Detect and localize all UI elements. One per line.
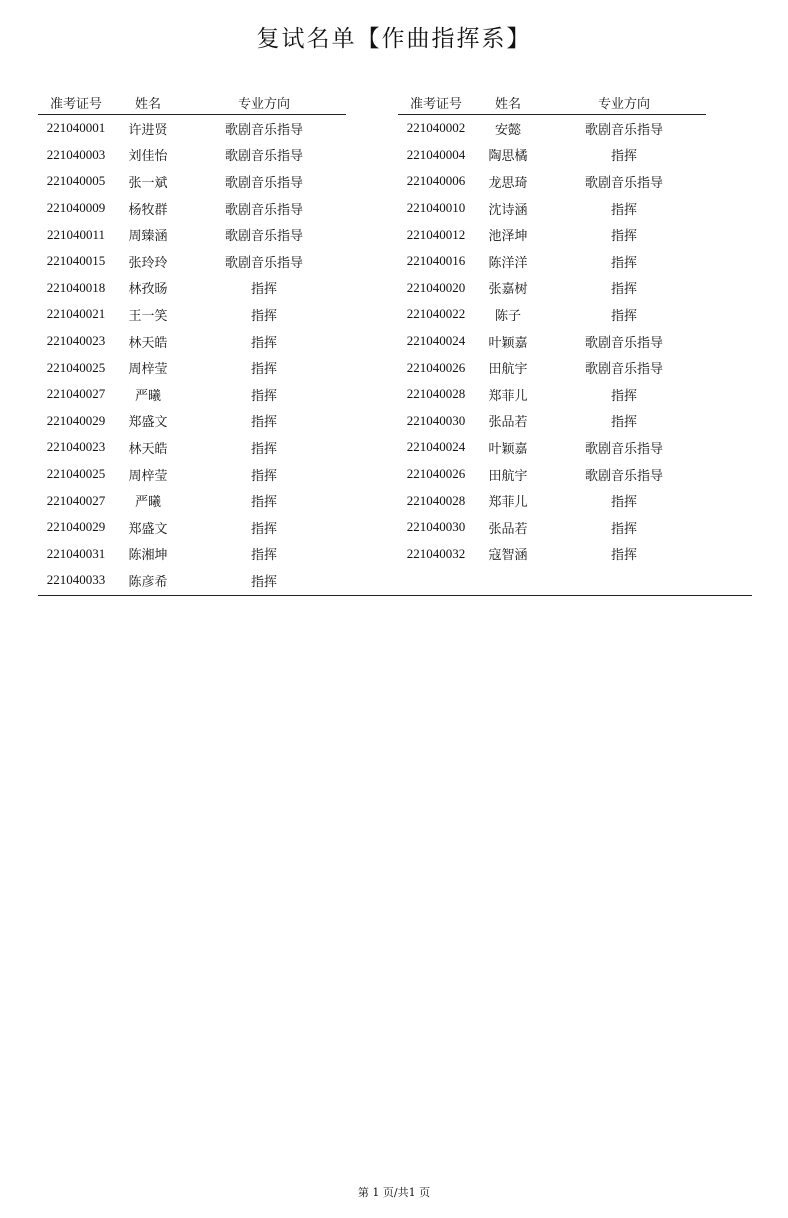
table-row xyxy=(398,408,706,435)
direction-cell: 歌剧音乐指导 xyxy=(584,122,663,138)
exam-number-cell: 221040009 xyxy=(46,200,106,216)
table-row xyxy=(38,514,346,541)
header-name: 姓名 xyxy=(134,96,161,112)
table-row xyxy=(398,168,706,195)
table-row xyxy=(38,408,346,435)
name-cell: 陶思橘 xyxy=(488,149,528,165)
table-row xyxy=(398,541,706,568)
direction-cell: 指挥 xyxy=(610,229,637,245)
direction-cell: 指挥 xyxy=(610,495,637,511)
name-cell: 沈诗涵 xyxy=(488,202,528,218)
name-cell: 安懿 xyxy=(494,122,521,138)
roster-table-left xyxy=(38,90,346,594)
table-row xyxy=(398,328,706,355)
table-header xyxy=(38,90,346,115)
name-cell: 张玲玲 xyxy=(128,255,168,271)
direction-cell: 指挥 xyxy=(250,282,277,298)
name-cell: 池泽坤 xyxy=(488,229,528,245)
name-cell: 陈洋洋 xyxy=(488,255,528,271)
table-row xyxy=(398,461,706,488)
direction-cell: 歌剧音乐指导 xyxy=(584,441,663,457)
exam-number-cell: 221040021 xyxy=(46,306,106,322)
exam-number-cell: 221040010 xyxy=(406,200,466,216)
table-row xyxy=(398,487,706,514)
name-cell: 陈彦希 xyxy=(128,574,168,590)
exam-number-cell: 221040032 xyxy=(406,545,466,561)
table-row xyxy=(38,275,346,302)
name-cell: 叶颖嘉 xyxy=(488,335,528,351)
table-row xyxy=(38,434,346,461)
name-cell: 周梓莹 xyxy=(128,362,168,378)
direction-cell: 歌剧音乐指导 xyxy=(224,122,303,138)
name-cell: 严曦 xyxy=(134,495,161,511)
name-cell: 陈子 xyxy=(494,308,521,324)
direction-cell: 歌剧音乐指导 xyxy=(224,149,303,165)
direction-cell: 指挥 xyxy=(250,521,277,537)
direction-cell: 歌剧音乐指导 xyxy=(224,255,303,271)
name-cell: 田航宇 xyxy=(488,468,528,484)
table-row xyxy=(398,514,706,541)
table-row xyxy=(38,195,346,222)
direction-cell: 歌剧音乐指导 xyxy=(584,335,663,351)
exam-number-cell: 221040004 xyxy=(406,146,466,162)
table-row xyxy=(38,567,346,594)
table-row xyxy=(398,248,706,275)
name-cell: 许进贤 xyxy=(128,122,168,138)
direction-cell: 指挥 xyxy=(610,388,637,404)
name-cell: 林天皓 xyxy=(128,335,168,351)
name-cell: 郑盛文 xyxy=(128,415,168,431)
exam-number-cell: 221040018 xyxy=(46,279,106,295)
exam-number-cell: 221040023 xyxy=(46,439,106,455)
name-cell: 龙思琦 xyxy=(488,175,528,191)
direction-cell: 指挥 xyxy=(610,255,637,271)
exam-number-cell: 221040003 xyxy=(46,146,106,162)
direction-cell: 歌剧音乐指导 xyxy=(224,175,303,191)
table-row xyxy=(398,354,706,381)
exam-number-cell: 221040027 xyxy=(46,492,106,508)
table-row xyxy=(398,301,706,328)
table-row xyxy=(38,248,346,275)
exam-number-cell: 221040002 xyxy=(406,120,466,136)
exam-number-cell: 221040005 xyxy=(46,173,106,189)
table-row xyxy=(38,115,346,142)
name-cell: 林孜旸 xyxy=(128,282,168,298)
table-bottom-rule xyxy=(38,595,752,596)
direction-cell: 歌剧音乐指导 xyxy=(584,468,663,484)
name-cell: 郑盛文 xyxy=(128,521,168,537)
exam-number-cell: 221040026 xyxy=(406,466,466,482)
table-row xyxy=(398,434,706,461)
direction-cell: 指挥 xyxy=(250,468,277,484)
table-row xyxy=(398,142,706,169)
page-footer: 第 1 页/共1 页 xyxy=(357,1186,431,1199)
exam-number-cell: 221040027 xyxy=(46,386,106,402)
table-row xyxy=(398,195,706,222)
exam-number-cell: 221040015 xyxy=(46,253,106,269)
name-cell: 田航宇 xyxy=(488,362,528,378)
table-row xyxy=(398,275,706,302)
exam-number-cell: 221040030 xyxy=(406,519,466,535)
name-cell: 郑菲儿 xyxy=(488,388,528,404)
direction-cell: 指挥 xyxy=(610,548,637,564)
name-cell: 郑菲儿 xyxy=(488,495,528,511)
direction-cell: 指挥 xyxy=(610,202,637,218)
table-row xyxy=(38,354,346,381)
exam-number-cell: 221040024 xyxy=(406,333,466,349)
table-row xyxy=(38,381,346,408)
table-row xyxy=(38,142,346,169)
direction-cell: 指挥 xyxy=(250,495,277,511)
exam-number-cell: 221040001 xyxy=(46,120,106,136)
table-body-left xyxy=(38,115,346,594)
direction-cell: 指挥 xyxy=(250,441,277,457)
header-name: 姓名 xyxy=(494,96,521,112)
direction-cell: 歌剧音乐指导 xyxy=(584,175,663,191)
direction-cell: 歌剧音乐指导 xyxy=(224,229,303,245)
exam-number-cell: 221040016 xyxy=(406,253,466,269)
exam-number-cell: 221040025 xyxy=(46,359,106,375)
name-cell: 杨牧群 xyxy=(128,202,168,218)
table-row xyxy=(38,221,346,248)
exam-number-cell: 221040012 xyxy=(406,226,466,242)
direction-cell: 指挥 xyxy=(250,362,277,378)
name-cell: 张品若 xyxy=(488,415,528,431)
table-header xyxy=(398,90,706,115)
direction-cell: 指挥 xyxy=(250,415,277,431)
header-exam-number: 准考证号 xyxy=(49,96,102,112)
name-cell: 陈湘坤 xyxy=(128,548,168,564)
table-row xyxy=(38,168,346,195)
table-row xyxy=(38,301,346,328)
table-row xyxy=(38,328,346,355)
name-cell: 周梓莹 xyxy=(128,468,168,484)
name-cell: 张嘉树 xyxy=(488,282,528,298)
exam-number-cell: 221040029 xyxy=(46,519,106,535)
direction-cell: 指挥 xyxy=(610,149,637,165)
table-body-right xyxy=(398,115,706,567)
name-cell: 张品若 xyxy=(488,521,528,537)
direction-cell: 指挥 xyxy=(610,521,637,537)
header-direction: 专业方向 xyxy=(597,96,650,112)
exam-number-cell: 221040020 xyxy=(406,279,466,295)
name-cell: 刘佳怡 xyxy=(128,149,168,165)
exam-number-cell: 221040022 xyxy=(406,306,466,322)
direction-cell: 指挥 xyxy=(250,548,277,564)
exam-number-cell: 221040024 xyxy=(406,439,466,455)
table-row xyxy=(38,461,346,488)
name-cell: 王一笑 xyxy=(128,308,168,324)
direction-cell: 指挥 xyxy=(610,308,637,324)
exam-number-cell: 221040025 xyxy=(46,466,106,482)
name-cell: 林天皓 xyxy=(128,441,168,457)
exam-number-cell: 221040029 xyxy=(46,412,106,428)
header-exam-number: 准考证号 xyxy=(409,96,462,112)
exam-number-cell: 221040028 xyxy=(406,386,466,402)
direction-cell: 指挥 xyxy=(250,335,277,351)
exam-number-cell: 221040023 xyxy=(46,333,106,349)
direction-cell: 指挥 xyxy=(250,308,277,324)
direction-cell: 指挥 xyxy=(610,282,637,298)
direction-cell: 指挥 xyxy=(250,388,277,404)
table-row xyxy=(38,487,346,514)
page-title: 复试名单【作曲指挥系】 xyxy=(256,26,532,52)
table-row xyxy=(398,115,706,142)
roster-table-right xyxy=(398,90,706,567)
name-cell: 叶颖嘉 xyxy=(488,441,528,457)
table-row xyxy=(38,541,346,568)
name-cell: 严曦 xyxy=(134,388,161,404)
table-row xyxy=(398,381,706,408)
name-cell: 周臻涵 xyxy=(128,229,168,245)
direction-cell: 指挥 xyxy=(250,574,277,590)
name-cell: 张一斌 xyxy=(128,175,168,191)
name-cell: 寇智涵 xyxy=(488,548,528,564)
exam-number-cell: 221040030 xyxy=(406,412,466,428)
exam-number-cell: 221040028 xyxy=(406,492,466,508)
direction-cell: 歌剧音乐指导 xyxy=(584,362,663,378)
exam-number-cell: 221040011 xyxy=(46,226,106,242)
exam-number-cell: 221040026 xyxy=(406,359,466,375)
header-direction: 专业方向 xyxy=(237,96,290,112)
table-row xyxy=(398,221,706,248)
direction-cell: 歌剧音乐指导 xyxy=(224,202,303,218)
exam-number-cell: 221040033 xyxy=(46,572,106,588)
exam-number-cell: 221040031 xyxy=(46,545,106,561)
direction-cell: 指挥 xyxy=(610,415,637,431)
exam-number-cell: 221040006 xyxy=(406,173,466,189)
